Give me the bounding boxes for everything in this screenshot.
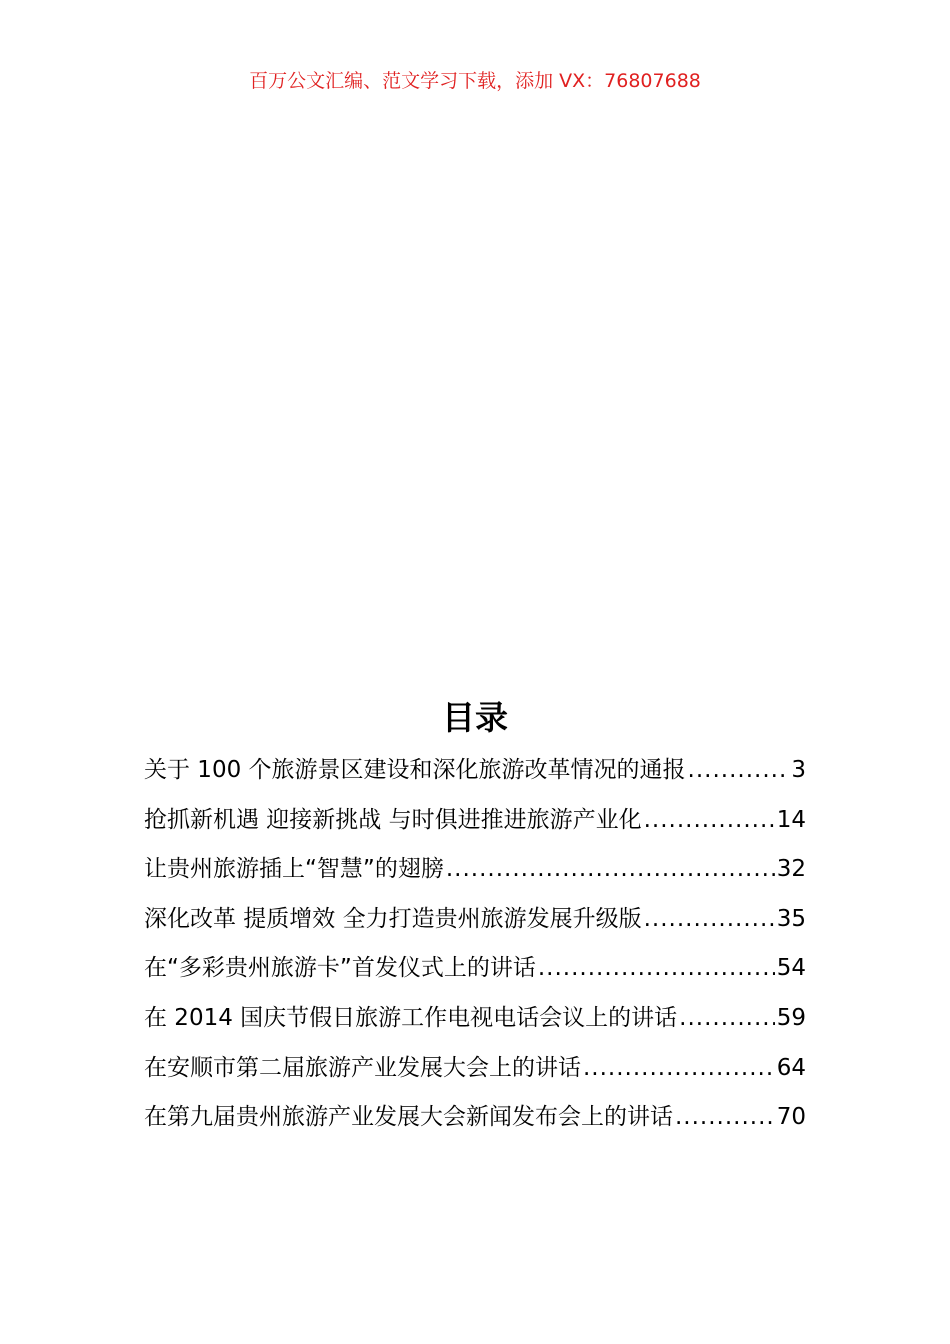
toc-entry-page: 35 (776, 905, 806, 932)
toc-entry-title: 抢抓新机遇 迎接新挑战 与时俱进推进旅游产业化 (144, 806, 642, 833)
toc-entry[interactable] (144, 1000, 806, 1050)
toc-entry[interactable] (144, 901, 806, 951)
toc-leader-dots (446, 851, 775, 887)
toc-leader-dots (644, 901, 775, 937)
header-note: 百万公文汇编、范文学习下载，添加 VX：76807688 (249, 70, 701, 92)
toc-entry[interactable] (144, 802, 806, 852)
toc-entry-page: 32 (776, 856, 806, 883)
toc-entry[interactable] (144, 1050, 806, 1100)
toc-entry[interactable] (144, 1099, 806, 1149)
toc-title: 目录 (442, 698, 508, 737)
toc-leader-dots (538, 950, 775, 986)
toc-entry[interactable] (144, 851, 806, 901)
toc-entry-page: 70 (776, 1104, 806, 1131)
toc-entry-page: 59 (776, 1004, 806, 1031)
toc-entry-title: 关于 100 个旅游景区建设和深化旅游改革情况的通报 (144, 757, 686, 783)
toc-leader-dots (675, 1099, 775, 1135)
toc-entry-title: 深化改革 提质增效 全力打造贵州旅游发展升级版 (144, 905, 642, 932)
toc-entry-title: 在第九届贵州旅游产业发展大会新闻发布会上的讲话 (144, 1104, 673, 1131)
toc-entry[interactable] (144, 752, 806, 802)
toc-entry-page: 14 (776, 806, 806, 833)
toc-entry-page: 3 (791, 757, 806, 783)
toc-entry-page: 64 (776, 1054, 806, 1081)
toc-entry-title: 在“多彩贵州旅游卡”首发仪式上的讲话 (144, 955, 536, 982)
toc-list (144, 752, 806, 1149)
toc-entry-title: 让贵州旅游插上“智慧”的翅膀 (144, 856, 444, 883)
toc-entry-page: 54 (776, 955, 806, 982)
toc-leader-dots (583, 1050, 775, 1086)
toc-entry[interactable] (144, 950, 806, 1000)
toc-entry-title: 在安顺市第二届旅游产业发展大会上的讲话 (144, 1054, 581, 1081)
toc-leader-dots (644, 802, 775, 838)
toc-entry-title: 在 2014 国庆节假日旅游工作电视电话会议上的讲话 (144, 1004, 678, 1031)
toc-leader-dots (679, 1000, 775, 1036)
toc-leader-dots (688, 752, 790, 788)
